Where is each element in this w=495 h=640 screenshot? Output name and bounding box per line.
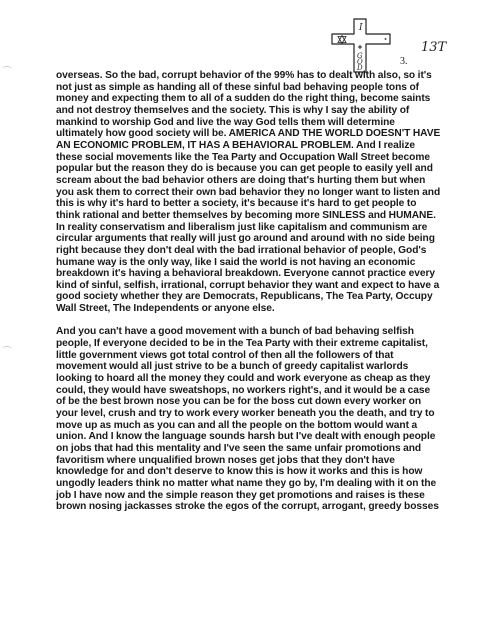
body-text	[56, 70, 464, 513]
handwritten-page-id: 13T	[421, 40, 447, 55]
page-number: 3.	[400, 56, 408, 67]
paragraph: And you can't have a good movement with a bunch of bad behaving selfish people, If everyone decided to be in the Tea Party with their extreme capitalist, little government views got total control of then all the followers of that movement would all just strive to be a bunch of greedy capitalist warlords looking to hoard all the money they could and work everyone as cheap as they could, they would have sweatshops, no workers right's, and it would be a case of be the best brown nose you can be for the boss cut down every worker on your level, crush and try to work every worker beneath you the death, and try to move up as much as you can and all the people on the bottom would want a union. And I know the language sounds harsh but I've dealt with enough people on jobs that had this mentality and I've seen the same unfair promotions and favoritism where unqualified brown noses get jobs that they don't have knowledge for and don't deserve to know this is how it works and this is how ungodly leaders think no matter what name they go by, I'm dealing with it on the job I have now and the simple reason they get promotions and raises is these brown nosing jackasses stroke the egos of the corrupt, arrogant, greedy bosses	[56, 326, 439, 513]
cross-icon	[330, 18, 400, 74]
binder-hole-mark	[2, 66, 12, 73]
svg-text:O: O	[357, 58, 363, 66]
crescent-icon	[378, 36, 386, 44]
seal-letter-i: I	[359, 23, 363, 33]
paragraph: overseas. So the bad, corrupt behavior of the 99% has to dealt with also, so it's not just as simple as handing all of these sinful bad behaving people tons of money and expecting them to all of a sudden do the right thing, become saints and not destroy themselves and the society. This is why I say the ability of mankind to worship God and live the way God tells them will determine ultimately how good society will be. AMERICA AND THE WORLD DOESN'T HAVE AN ECONOMIC PROBLEM, IT HAS A BEHAVIORAL PROBLEM. And I realize these social movements like the Tea Party and Occupation Wall Street become popular but the reason they do is because you can get people to easily yell and scream about the bad behavior others are doing that's hurting them but when you ask them to correct their own bad behavior they no longer want to listen and this is why it's hard to better a society, it's because it's hard to get people to think rational and better themselves by becoming more SINLESS and HUMANE. In reality conservatism and liberalism just like capitalism and communism are circular arguments that really will just go around and around with no side being right because they don't deal with the bad irrational behavior of people, God's humane way is the only way, like I said the world is not having an economic breakdown it's having a behavioral breakdown. Everyone cannot practice every kind of sinful, selfish, irrational, corrupt behavior they want and expect to have a good society whether they are Democrats, Republicans, The Tea Party, Occupy Wall Street, The Independents or anyone else.	[56, 70, 441, 315]
binder-hole-mark	[2, 346, 12, 353]
svg-text:D: D	[357, 64, 363, 72]
svg-text:G: G	[357, 52, 363, 60]
star-of-david-icon	[338, 36, 346, 44]
